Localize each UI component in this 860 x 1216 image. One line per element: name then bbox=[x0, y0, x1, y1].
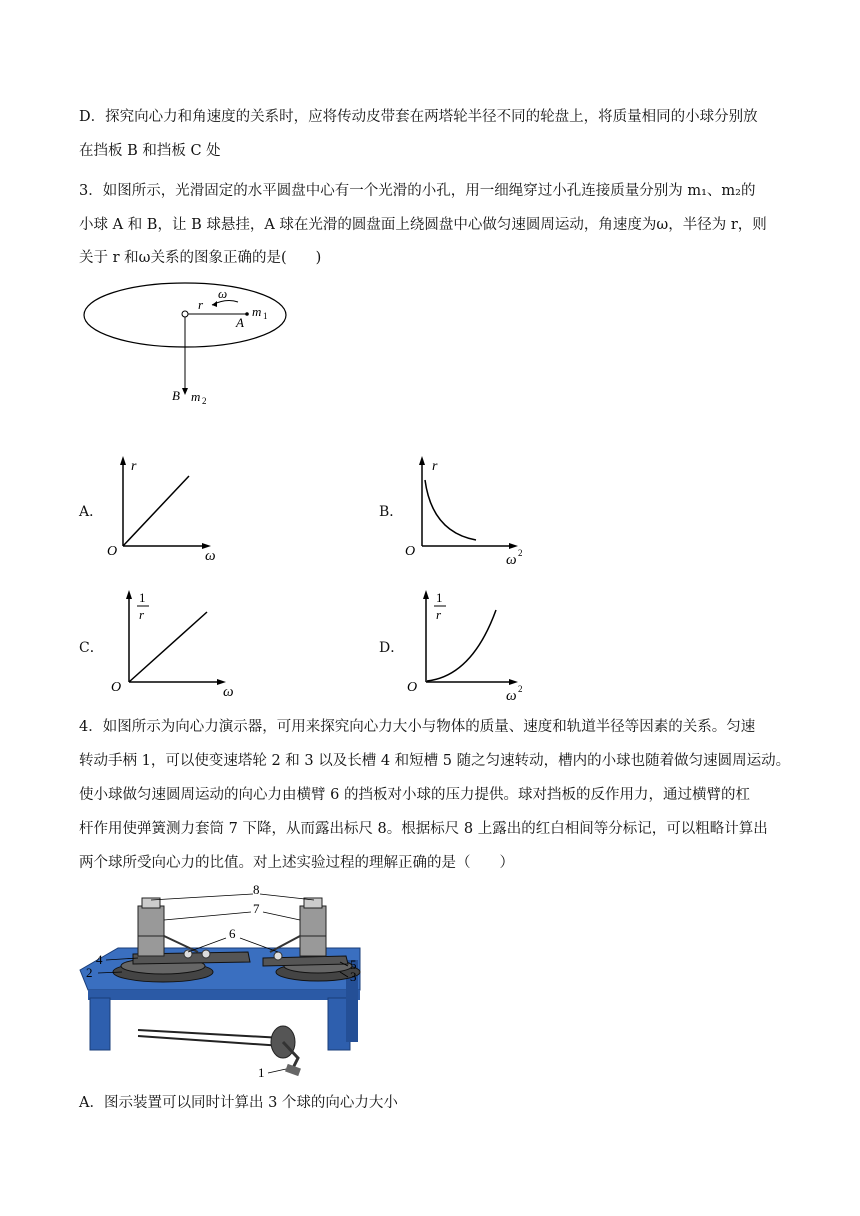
q3-option-b-xsup: 2 bbox=[518, 548, 523, 558]
q3-option-d-label[interactable]: D． bbox=[379, 640, 405, 656]
q3-fig-m1-sub: 1 bbox=[263, 311, 268, 321]
q3-fig-r-label: r bbox=[198, 297, 204, 312]
q3-fig-m2-label: m bbox=[191, 389, 201, 404]
q4-fig-label-7: 7 bbox=[253, 901, 260, 916]
q4-stem-line5: 两个球所受向心力的比值。对上述实验过程的理解正确的是（ ） bbox=[79, 855, 514, 871]
q3-option-c-label[interactable]: C． bbox=[79, 640, 104, 656]
q3-stem-line3: 关于 r 和ω关系的图象正确的是( ) bbox=[79, 250, 322, 266]
q4-stem-line1: 4．如图所示为向心力演示器，可用来探究向心力大小与物体的质量、速度和轨道半径等因素的关系。匀速 bbox=[79, 719, 756, 735]
q4-fig-label-4: 4 bbox=[96, 952, 103, 967]
q4-apparatus-figure bbox=[78, 880, 378, 1085]
q3-option-b-yaxis: r bbox=[432, 459, 438, 474]
q2-option-d-line2: 在挡板 B 和挡板 C 处 bbox=[79, 143, 221, 159]
q4-fig-label-3: 3 bbox=[350, 969, 357, 984]
q3-fig-a-label: A bbox=[236, 315, 244, 330]
q3-option-c-graph bbox=[105, 588, 245, 700]
q3-option-b-graph bbox=[402, 452, 532, 570]
q2-option-d-line1: D．探究向心力和角速度的关系时，应将传动皮带套在两塔轮半径不同的轮盘上，将质量相同的小球分别放 bbox=[79, 109, 758, 125]
q4-stem-line4: 杆作用使弹簧测力套筒 7 下降，从而露出标尺 8。根据标尺 8 上露出的红白相间等分标记，可以粗略计算出 bbox=[79, 821, 768, 837]
q4-fig-label-1: 1 bbox=[258, 1065, 265, 1080]
q3-option-c-yaxis-num: 1 bbox=[139, 590, 146, 605]
q3-stem-line1: 3．如图所示，光滑固定的水平圆盘中心有一个光滑的小孔，用一细绳穿过小孔连接质量分别为 m₁、m₂的 bbox=[79, 183, 756, 199]
q3-fig-m2-sub: 2 bbox=[202, 396, 207, 406]
q3-option-b-xaxis: ω bbox=[506, 552, 517, 568]
q4-stem-line2: 转动手柄 1，可以使变速塔轮 2 和 3 以及长槽 4 和短槽 5 随之匀速转动，槽内的小球也随着做匀速圆周运动。 bbox=[79, 753, 791, 769]
q3-option-d-origin: O bbox=[407, 680, 418, 695]
q4-fig-label-6: 6 bbox=[229, 926, 236, 941]
q4-option-a[interactable]: A．图示装置可以同时计算出 3 个球的向心力大小 bbox=[79, 1095, 398, 1111]
q3-fig-m1-label: m bbox=[252, 304, 262, 319]
q3-option-d-graph bbox=[402, 588, 532, 706]
q3-option-b-label[interactable]: B． bbox=[379, 504, 404, 520]
q3-option-c-yaxis-den: r bbox=[139, 607, 145, 622]
q3-option-c-xaxis: ω bbox=[223, 684, 234, 700]
q3-stem-line2: 小球 A 和 B，让 B 球悬挂，A 球在光滑的圆盘面上绕圆盘中心做匀速圆周运动，角速度为ω，半径为 r，则 bbox=[79, 217, 767, 233]
q3-option-a-xaxis: ω bbox=[205, 548, 216, 564]
q3-option-d-yaxis-den: r bbox=[436, 607, 442, 622]
q4-fig-label-8: 8 bbox=[253, 882, 260, 897]
q4-fig-label-2: 2 bbox=[86, 965, 93, 980]
q4-fig-label-5: 5 bbox=[350, 957, 357, 972]
q3-option-d-xaxis: ω bbox=[506, 688, 517, 704]
q3-option-d-yaxis-num: 1 bbox=[436, 590, 443, 605]
q3-option-d-xsup: 2 bbox=[518, 684, 523, 694]
q3-option-a-graph bbox=[105, 452, 230, 564]
q3-option-a-origin: O bbox=[107, 544, 118, 559]
q3-option-b-origin: O bbox=[405, 544, 416, 559]
q3-option-c-origin: O bbox=[111, 680, 122, 695]
q3-disk-figure bbox=[80, 280, 300, 410]
q3-option-a-label[interactable]: A． bbox=[79, 504, 104, 520]
q3-fig-omega-label: ω bbox=[218, 286, 228, 301]
q3-fig-b-label: B bbox=[172, 388, 180, 403]
q4-stem-line3: 使小球做匀速圆周运动的向心力由横臂 6 的挡板对小球的压力提供。球对挡板的反作用力，通过横臂的杠 bbox=[79, 787, 750, 803]
q3-option-a-yaxis: r bbox=[131, 459, 137, 474]
